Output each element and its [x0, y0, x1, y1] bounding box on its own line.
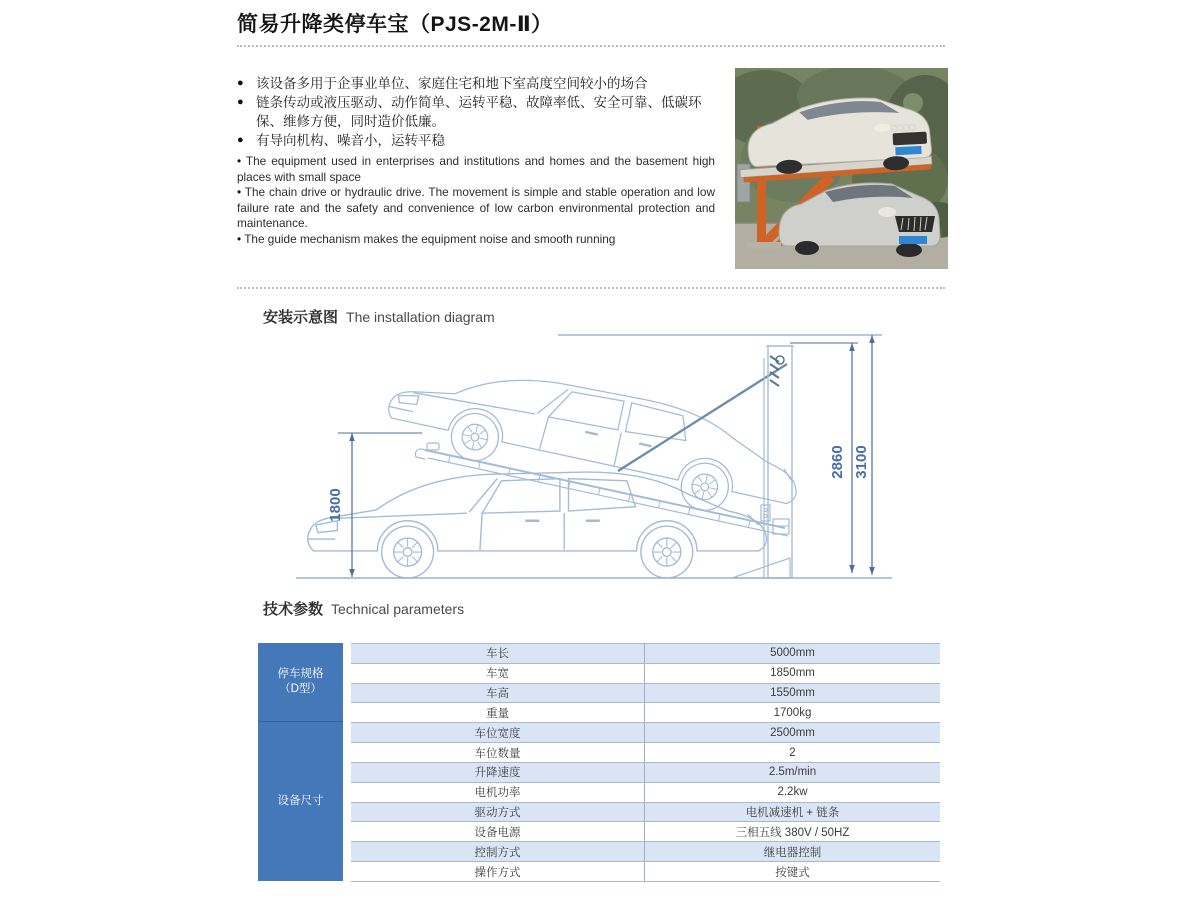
table-row — [351, 822, 940, 842]
photo-license-plate — [895, 146, 921, 155]
bullet-item: ● 该设备多用于企事业单位、家庭住宅和地下室高度空间较小的场合 — [237, 74, 713, 93]
table-row — [351, 723, 940, 743]
parameters-heading — [263, 598, 464, 619]
param-name-cell: 重量 — [351, 703, 645, 722]
parameters-table — [258, 643, 940, 881]
param-value-cell: 继电器控制 — [763, 846, 822, 859]
param-name-cell: 控制方式 — [351, 842, 645, 861]
table-row — [351, 644, 940, 664]
product-photo-illustration — [735, 68, 948, 269]
param-value-cell: 按键式 — [775, 866, 810, 879]
dotted-divider — [237, 45, 945, 47]
param-name-cell: 操作方式 — [351, 862, 645, 881]
bullet-item: • The guide mechanism makes the equipment noise and smooth running — [237, 232, 715, 248]
param-name-cell: 车位宽度 — [351, 723, 645, 742]
table-rows — [351, 643, 940, 882]
param-name-cell: 车高 — [351, 684, 645, 703]
installation-heading-zh: 安装示意图 — [263, 309, 339, 326]
parameters-heading-zh: 技术参数 — [263, 601, 324, 618]
param-value-cell: 2.2kw — [777, 786, 808, 799]
param-value-cell: 1550mm — [770, 687, 815, 700]
group-label-line1: 设备尺寸 — [277, 795, 324, 808]
table-group-column — [258, 643, 343, 881]
intro-bullets-en — [237, 154, 715, 247]
dimension-1800-label: 1800 — [327, 488, 344, 522]
table-row — [351, 763, 940, 783]
table-row — [351, 842, 940, 862]
table-row — [351, 783, 940, 803]
table-row — [351, 803, 940, 823]
table-row — [351, 703, 940, 723]
param-value-cell: 2.5m/min — [768, 766, 817, 779]
bullet-item: • The equipment used in enterprises and institutions and homes and the basement high places with small space — [237, 154, 715, 185]
param-name-cell: 车长 — [351, 644, 645, 663]
param-value-cell: 2 — [789, 746, 796, 759]
param-value-cell: 5000mm — [770, 647, 815, 660]
dimension-2860 — [790, 343, 858, 573]
param-name-cell: 驱动方式 — [351, 803, 645, 822]
dimension-3100-label: 3100 — [853, 445, 870, 479]
param-name-cell: 设备电源 — [351, 822, 645, 841]
dotted-divider — [237, 287, 945, 289]
group-label-line2: （D型） — [279, 683, 322, 696]
table-row — [351, 684, 940, 704]
group-label-line1: 停车规格 — [277, 668, 324, 681]
param-name-cell: 车宽 — [351, 664, 645, 683]
dimension-2860-label: 2860 — [829, 445, 846, 479]
param-value-cell: 2500mm — [770, 726, 815, 739]
param-value-cell: 三相五线 380V / 50HZ — [735, 826, 850, 839]
table-row — [351, 743, 940, 763]
dimension-3100 — [853, 335, 875, 575]
page-title: 简易升降类停车宝（PJS-2M-Ⅱ） — [237, 13, 553, 36]
param-value-cell: 电机减速机 + 链条 — [745, 807, 840, 820]
param-name-cell: 电机功率 — [351, 783, 645, 802]
lift-strut-drawing — [618, 364, 787, 471]
bullet-item: ● 链条传动或液压驱动、动作简单、运转平稳、故障率低、安全可靠、低碳环保、维修方便，同时造价低廉。 — [237, 93, 713, 131]
param-value-cell: 1850mm — [770, 667, 815, 680]
param-name-cell: 升降速度 — [351, 763, 645, 782]
installation-diagram-svg — [280, 300, 900, 590]
bullet-item: • The chain drive or hydraulic drive. The movement is simple and stable operation and low failure rate and the safety and convenience of low carbon environmental protection and maintenance. — [237, 185, 715, 232]
table-row — [351, 664, 940, 684]
group-cell-parking-spec — [258, 643, 343, 722]
upper-car-drawing — [381, 347, 808, 529]
parameters-heading-en: Technical parameters — [331, 601, 465, 617]
lower-car-drawing — [308, 472, 767, 578]
param-name-cell: 车位数量 — [351, 743, 645, 762]
group-cell-device-size — [258, 722, 343, 881]
table-row — [351, 862, 940, 882]
intro-bullets-zh — [237, 74, 713, 150]
installation-heading-en: The installation diagram — [346, 309, 495, 325]
lift-post-drawing — [732, 346, 794, 578]
platform-ramp-drawing — [415, 443, 789, 536]
photo-license-plate — [899, 236, 927, 244]
param-value-cell: 1700kg — [773, 706, 812, 719]
bullet-item: ● 有导向机构、噪音小，运转平稳 — [237, 131, 713, 150]
dimension-1800 — [327, 433, 422, 577]
